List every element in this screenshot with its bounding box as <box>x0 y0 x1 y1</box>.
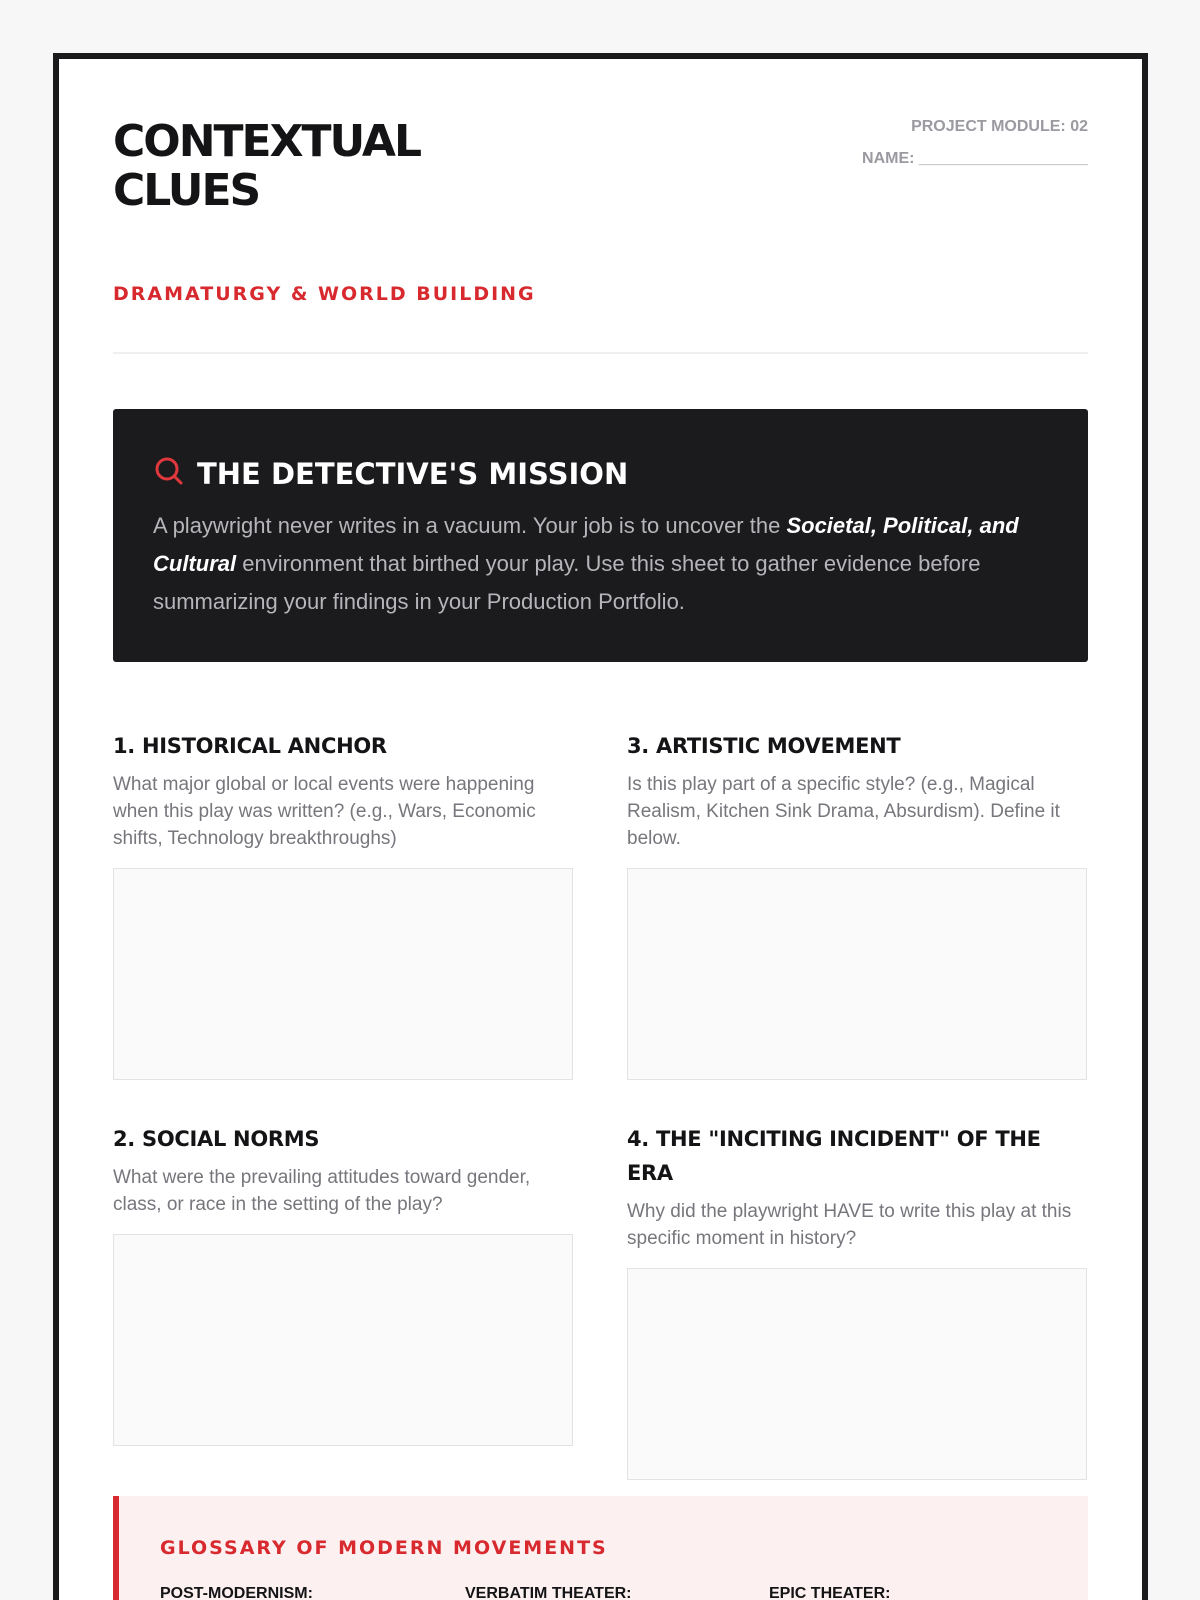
mission-header <box>153 455 628 492</box>
artistic-movement-answer-box[interactable] <box>627 868 1087 1080</box>
page-subtitle: DRAMATURGY & WORLD BUILDING <box>113 283 536 305</box>
section-title: 1. HISTORICAL ANCHOR <box>113 734 387 758</box>
section-title: 3. ARTISTIC MOVEMENT <box>627 734 901 758</box>
section-prompt: What major global or local events were happening when this play was written? (e.g., Wars, Economic shifts, Technology breakthroughs) <box>113 774 536 849</box>
worksheet-page <box>53 53 1148 1600</box>
mission-title: THE DETECTIVE'S MISSION <box>197 456 629 491</box>
section-prompt: Why did the playwright HAVE to write this play at this specific moment in history? <box>627 1201 1072 1249</box>
section-prompt: Is this play part of a specific style? (e.g., Magical Realism, Kitchen Sink Drama, Absurdism). Define it below. <box>627 774 1060 849</box>
page-title <box>113 117 533 215</box>
glossary-term: EPIC THEATER: <box>769 1585 891 1600</box>
mission-box <box>113 409 1088 662</box>
section-artistic-movement <box>627 729 1087 1080</box>
mission-text-end: environment that birthed your play. Use this sheet to gather evidence before summarizing your findings in your Production Portfolio. <box>153 551 981 614</box>
mission-text-emphasis: Societal, Political, and Cultural <box>153 513 1019 576</box>
title-line-2: CLUES <box>113 165 260 216</box>
header-divider <box>113 352 1088 354</box>
section-prompt: What were the prevailing attitudes toward gender, class, or race in the setting of the play? <box>113 1167 531 1215</box>
page-header <box>113 116 1088 305</box>
header-meta <box>862 117 1088 169</box>
section-historical-anchor <box>113 729 573 1080</box>
social-norms-answer-box[interactable] <box>113 1234 573 1446</box>
glossary-title: GLOSSARY OF MODERN MOVEMENTS <box>160 1537 608 1559</box>
glossary-term: POST-MODERNISM: <box>160 1585 313 1600</box>
section-title: 2. SOCIAL NORMS <box>113 1127 320 1151</box>
glossary-term: VERBATIM THEATER: <box>465 1585 632 1600</box>
historical-anchor-answer-box[interactable] <box>113 868 573 1080</box>
name-field[interactable]: NAME: ___________________ <box>862 150 1088 167</box>
mission-text-start: A playwright never writes in a vacuum. Your job is to uncover the <box>153 513 787 538</box>
inciting-incident-answer-box[interactable] <box>627 1268 1087 1480</box>
section-social-norms <box>113 1122 573 1446</box>
section-inciting-incident <box>627 1122 1087 1480</box>
glossary-box <box>113 1496 1088 1600</box>
title-line-1: CONTEXTUAL <box>113 116 420 167</box>
mission-text <box>153 507 1033 621</box>
search-icon <box>153 455 197 492</box>
section-title: 4. THE "INCITING INCIDENT" OF THE ERA <box>627 1127 1041 1185</box>
module-label: PROJECT MODULE: 02 <box>911 118 1088 135</box>
